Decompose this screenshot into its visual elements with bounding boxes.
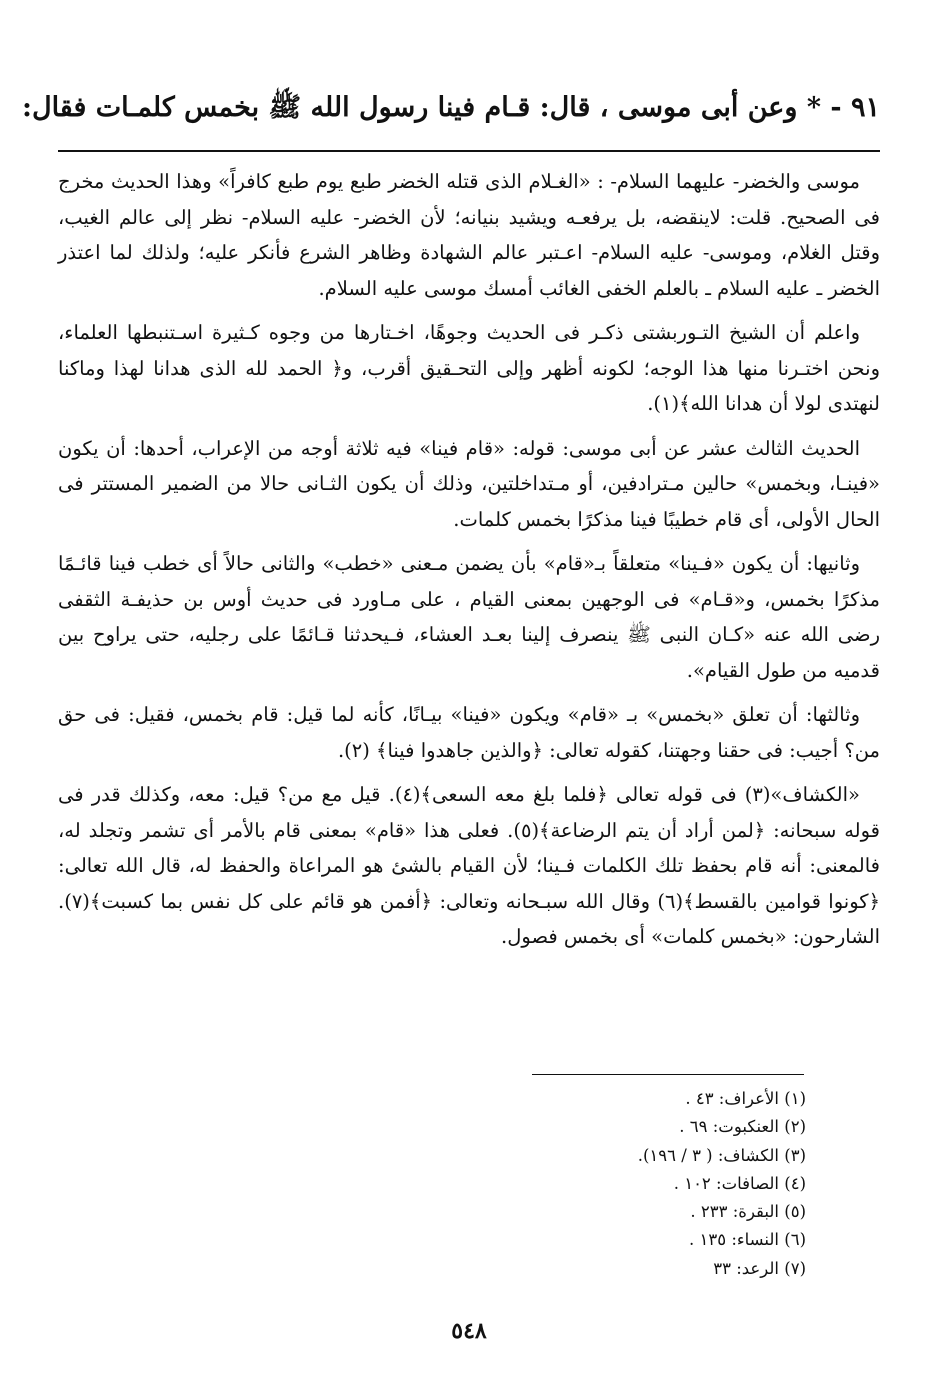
paragraph: واعلم أن الشيخ التـوربشتى ذكـر فى الحديث وجوهًا، اخـتارها من وجوه كـثيرة اسـتنبطها العلماء، ونحن اختـرنا منها هذا الوجه؛ لكونه أظهر وإلى التحـقيق أقرب، و﴿ الحمد لله الذى هدانا لهذا وماكنا لنهتدى لولا أن هدانا الله﴾(١).: [58, 321, 880, 415]
paragraph: وثالثها: أن تعلق «بخمس» بـ «قام» ويكون «فينا» بيـانًا، كأنه لما قيل: قام بخمس، فقيل: فى حق من؟ أجيب: فى حقنا وجهتنا، كقوله تعالى: ﴿والذين جاهدوا فينا﴾ (٢).: [58, 703, 880, 762]
paragraph: الحديث الثالث عشر عن أبى موسى: قوله: «قام فينا» فيه ثلاثة أوجه من الإعراب، أحدها: أن يكون «فينـا، وبخمس» حالين مـترادفين، أو مـتداخلتين، وذلك أن يكون الثـانى حالا من الضمير المستتر فى الحال الأولى، أى قام خطيبًا فينا مذكرًا بخمس كلمات.: [58, 436, 880, 531]
footnote: (٤) الصافات: ١٠٢ .: [673, 1173, 806, 1193]
footnote: (٧) الرعد: ٣٣: [713, 1258, 806, 1278]
paragraph: «الكشاف»(٣) فى قوله تعالى ﴿فلما بلغ معه السعى﴾(٤). قيل مع من؟ قيل: معه، وكذلك قدر فى قوله سبحانه: ﴿لمن أراد أن يتم الرضاعة﴾(٥). فعلى هذا «قام» بمعنى قام بالأمر أى تشمر وتجلد له، فالمعنى: أنه قام بحفظ تلك الكلمات فـينا؛ لأن القيام بالشئ هو المراعاة والحفظ له، قال الله تعالى: ﴿كونوا قوامين بالقسط﴾(٦) وقال الله سبـحانه وتعالى: ﴿أفمن هو قائم على كل نفس بما كسبت﴾(٧). الشارحون: «بخمس كلمات» أى بخمس فصول.: [58, 783, 881, 948]
footnote-divider: [532, 1074, 804, 1075]
footnotes: [638, 1085, 806, 1283]
header-divider: [58, 150, 880, 152]
page-number: ٥٤٨: [451, 1318, 487, 1344]
commentary-body: [58, 164, 880, 964]
paragraph: موسى والخضر- عليهما السلام- : «الغـلام الذى قتله الخضر طبع يوم طبع كافراً» وهذا الحديث مخرج فى الصحيح. قلت: لاينقضه، بل يرفعـه ويشيد بنيانه؛ لأن الخضر- عليه السلام- نظر إلى عالم الغيب، وقتل الغلام، وموسى- عليه السلام- اعـتبر عالم الشهادة وظاهر الشرع فأنكر عليه؛ ولذلك لما اعتذر الخضر ـ عليه السلام ـ بالعلم الخفى الغائب أمسك موسى عليه السلام.: [58, 170, 880, 300]
paragraph: وثانيها: أن يكون «فـينا» متعلقاً بـ«قام» بأن يضمن مـعنى «خطب» والثانى حالاً أى خطب فينا قائـمًا مذكرًا بخمس، و«قـام» فى الوجهين بمعنى القيام ، على مـاورد فى حديث أوس بن حذيفـة الثقفى رضى الله عنه «كـان النبى ﷺ ينصرف إلينا بعـد العشاء، فـيحدثنا قـائمًا على رجليه، حتى يراوح بين قدميه من طول القيام».: [58, 552, 880, 682]
footnote: (٦) النساء: ١٣٥ .: [689, 1230, 806, 1250]
footnote: (٥) البقرة: ٢٣٣ .: [690, 1202, 806, 1222]
footnote: (٢) العنكبوت: ٦٩ .: [679, 1117, 806, 1137]
footnote: (٣) الكشاف: ( ٣ / ١٩٦).: [637, 1145, 806, 1165]
footnote: (١) الأعراف: ٤٣ .: [685, 1089, 806, 1108]
hadith-header: ٩١ - * وعن أبى موسى ، قال: قـام فينا رسول الله ﷺ بخمس كلمـات فقال:: [21, 92, 880, 123]
